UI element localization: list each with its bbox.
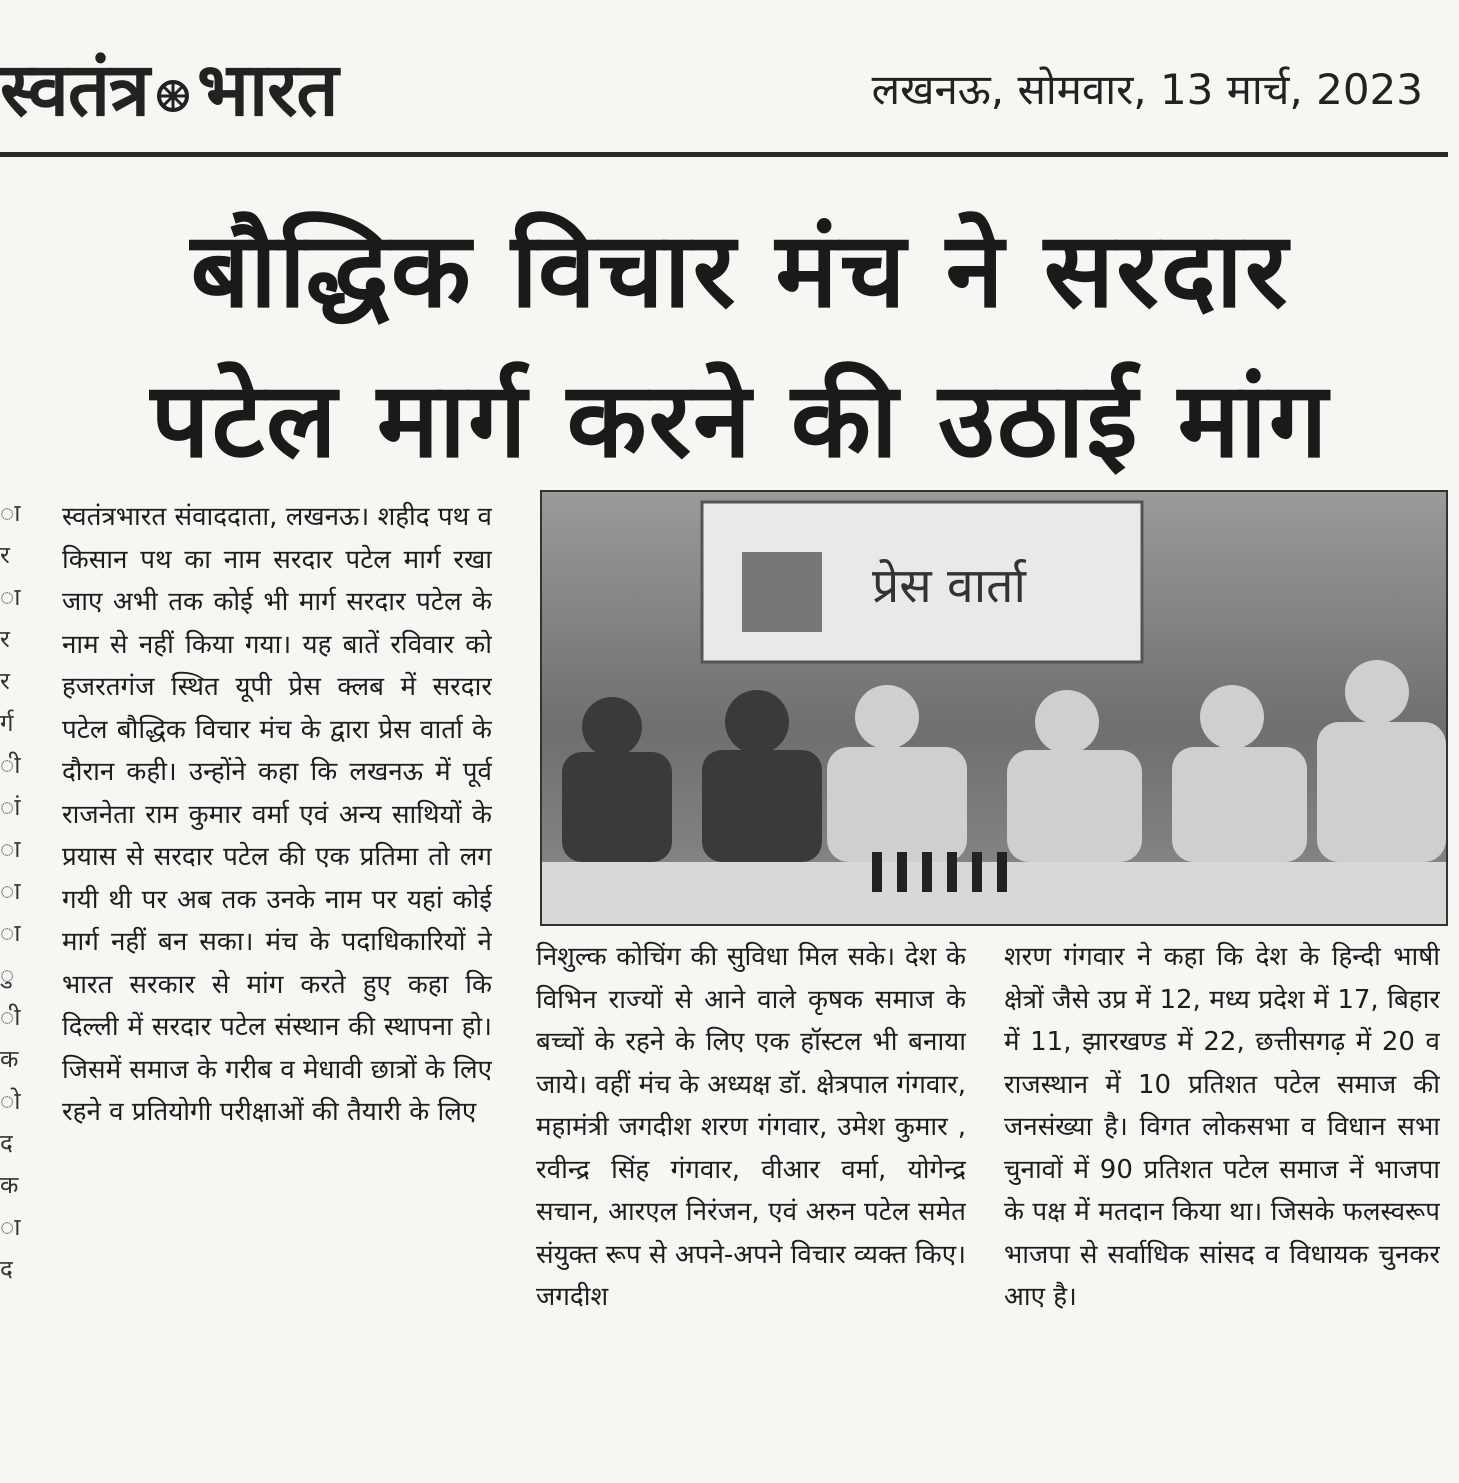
masthead-divider [0,152,1448,157]
edge-char: ा [0,499,21,527]
article-column-3: शरण गंगवार ने कहा कि देश के हिन्दी भाषी क्षेत्रों जैसे उप्र में 12, मध्य प्रदेश में 17, बिहार में 11, झारखण्ड में 22, छत्तीसगढ़ में 20 व राजस्थान में 10 प्रतिशत पटेल समाज की जनसंख्या है। विगत लोकसभा व विधान सभा चुनावों में 90 प्रतिशत पटेल समाज नें भाजपा के पक्ष में मतदान किया था। जिसके फलस्वरूप भाजपा से सर्वाधिक सांसद व विधायक चुनकर आए है। [1004,942,1440,1312]
edge-char: ा [0,583,21,611]
edge-char: द [0,1255,13,1283]
edge-char: ा [0,835,21,863]
masthead-name-part2: भारत [196,47,338,133]
headline-line-1: बौद्धिक विचार मंच ने सरदार [190,209,1290,331]
edge-char: क [0,1045,19,1073]
edge-char: र [0,667,10,695]
edge-char: ा [0,877,21,905]
edge-char: क [0,1171,19,1199]
dateline: लखनऊ, सोमवार, 13 मार्च, 2023 [871,65,1423,114]
photo-illustration [542,492,1446,924]
masthead-name-part1: स्वतंत्र [0,47,149,133]
edge-char: र [0,625,10,653]
edge-char: ु [0,961,15,989]
article-column-1: स्वतंत्रभारत संवाददाता, लखनऊ। शहीद पथ व किसान पथ का नाम सरदार पटेल मार्ग रखा जाए अभी तक कोई भी मार्ग सरदार पटेल के नाम से नहीं किया गया। यह बातें रविवार को हजरतगंज स्थित यूपी प्रेस क्लब में सरदार पटेल बौद्धिक विचार मंच के द्वारा प्रेस वार्ता के दौरान कही। उन्होंने कहा कि लखनऊ में पूर्व राजनेता राम कुमार वर्मा एवं अन्य साथियों के प्रयास से सरदार पटेल की एक प्रतिमा तो लग गयी थी पर अब तक उनके नाम पर यहां कोई मार्ग नहीं बन सका। मंच के पदाधिकारियों ने भारत सरकार से मांग करते हुए कहा कि दिल्ली में सरदार पटेल संस्थान की स्थापना हो। जिसमें समाज के गरीब व मेधावी छात्रों के लिए रहने व प्रतियोगी परीक्षाओं की तैयारी के लिए [62,502,492,1127]
edge-char: ा [0,1213,21,1241]
edge-char: र [0,541,10,569]
emblem-icon [153,76,193,116]
edge-char: ां [0,793,21,821]
edge-char: ी [0,1003,21,1031]
edge-char: ी [0,751,21,779]
edge-char: द [0,1129,13,1157]
edge-char: र्ग [0,709,14,737]
banner-text: प्रेस वार्ता [872,558,1026,614]
press-conference-photo [540,490,1448,926]
headline-line-2: पटेल मार्ग करने की उठाई मांग [150,359,1330,481]
article-column-2: निशुल्क कोचिंग की सुविधा मिल सके। देश के विभिन राज्यों से आने वाले कृषक समाज के बच्चों के रहने के लिए एक हॉस्टल भी बनाया जाये। वहीं मंच के अध्यक्ष डॉ. क्षेत्रपाल गंगवार, महामंत्री जगदीश शरण गंगवार, उमेश कुमार , रवीन्द्र सिंह गंगवार, वीआर वर्मा, योगेन्द्र सचान, आरएल निरंजन, एवं अरुन पटेल समेत संयुक्त रूप से अपने-अपने विचार व्यक्त किए। जगदीश [536,942,966,1312]
newspaper-masthead [0,40,500,140]
edge-char: ा [0,919,21,947]
adjacent-column-edge [0,492,22,1290]
edge-char: ो [0,1087,21,1115]
